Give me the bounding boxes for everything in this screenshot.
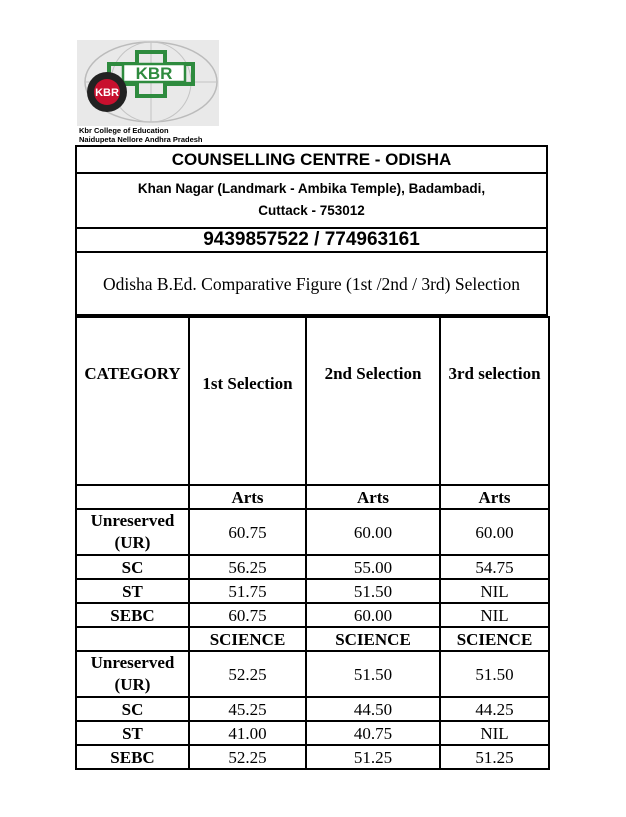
address-line2: Cuttack - 753012 bbox=[258, 203, 365, 218]
header-row bbox=[76, 317, 549, 485]
page-title: COUNSELLING CENTRE - ODISHA bbox=[75, 145, 548, 172]
table-row bbox=[76, 697, 549, 721]
score-cell: 54.75 bbox=[440, 555, 549, 579]
table-row bbox=[76, 555, 549, 579]
stream-label: SCIENCE bbox=[306, 627, 440, 651]
score-cell: 60.00 bbox=[306, 603, 440, 627]
logo-caption-line2: Naidupeta Nellore Andhra Pradesh bbox=[79, 135, 203, 144]
column-header-3rd: 3rd selection bbox=[440, 317, 549, 485]
stream-label: SCIENCE bbox=[440, 627, 549, 651]
stream-row-blank bbox=[76, 627, 189, 651]
category-line2: (UR) bbox=[114, 675, 151, 694]
category-line2: (UR) bbox=[114, 533, 151, 552]
score-cell: 44.25 bbox=[440, 697, 549, 721]
score-cell: 52.25 bbox=[189, 745, 306, 769]
stream-label: Arts bbox=[306, 485, 440, 509]
score-cell: 51.25 bbox=[440, 745, 549, 769]
score-cell: 60.00 bbox=[440, 509, 549, 555]
cutoff-table bbox=[75, 316, 550, 770]
score-cell: 41.00 bbox=[189, 721, 306, 745]
column-header-1st: 1st Selection bbox=[189, 317, 306, 485]
logo-badge-text: KBR bbox=[95, 87, 119, 99]
score-cell: 55.00 bbox=[306, 555, 440, 579]
column-header-2nd: 2nd Selection bbox=[306, 317, 440, 485]
score-cell: 56.25 bbox=[189, 555, 306, 579]
score-cell: 44.50 bbox=[306, 697, 440, 721]
category-cell: SC bbox=[76, 697, 189, 721]
table-row bbox=[76, 745, 549, 769]
table-row bbox=[76, 579, 549, 603]
stream-label: SCIENCE bbox=[189, 627, 306, 651]
score-cell: 60.75 bbox=[189, 509, 306, 555]
address-line1: Khan Nagar (Landmark - Ambika Temple), Badambadi, bbox=[137, 181, 486, 196]
score-cell: 45.25 bbox=[189, 697, 306, 721]
logo-caption-line1: Kbr College of Education bbox=[79, 126, 169, 135]
score-cell: 51.25 bbox=[306, 745, 440, 769]
stream-label: Arts bbox=[189, 485, 306, 509]
stream-row-blank bbox=[76, 485, 189, 509]
table-row bbox=[76, 509, 549, 555]
score-cell: 51.75 bbox=[189, 579, 306, 603]
logo-brand-text: KBR bbox=[135, 64, 173, 83]
score-cell: NIL bbox=[440, 603, 549, 627]
stream-label: Arts bbox=[440, 485, 549, 509]
college-logo bbox=[77, 40, 219, 144]
category-line1: Unreserved bbox=[90, 653, 175, 672]
score-cell: 51.50 bbox=[306, 579, 440, 603]
score-cell: 51.50 bbox=[306, 651, 440, 697]
category-cell: SC bbox=[76, 555, 189, 579]
score-cell: 60.00 bbox=[306, 509, 440, 555]
kbr-emblem bbox=[77, 40, 219, 126]
score-cell: NIL bbox=[440, 721, 549, 745]
category-cell: SEBC bbox=[76, 603, 189, 627]
stream-row-science bbox=[76, 627, 549, 651]
stream-row-arts bbox=[76, 485, 549, 509]
category-cell: ST bbox=[76, 579, 189, 603]
table-subtitle: Odisha B.Ed. Comparative Figure (1st /2nd / 3rd) Selection bbox=[75, 251, 548, 316]
category-cell bbox=[76, 509, 189, 555]
score-cell: NIL bbox=[440, 579, 549, 603]
category-cell: SEBC bbox=[76, 745, 189, 769]
score-cell: 51.50 bbox=[440, 651, 549, 697]
score-cell: 60.75 bbox=[189, 603, 306, 627]
category-line1: Unreserved bbox=[90, 511, 175, 530]
table-row bbox=[76, 603, 549, 627]
score-cell: 52.25 bbox=[189, 651, 306, 697]
column-header-category: CATEGORY bbox=[76, 317, 189, 485]
phone-numbers: 9439857522 / 774963161 bbox=[75, 227, 548, 251]
category-cell bbox=[76, 651, 189, 697]
address-block bbox=[75, 172, 548, 227]
table-row bbox=[76, 651, 549, 697]
score-cell: 40.75 bbox=[306, 721, 440, 745]
table-row bbox=[76, 721, 549, 745]
category-cell: ST bbox=[76, 721, 189, 745]
